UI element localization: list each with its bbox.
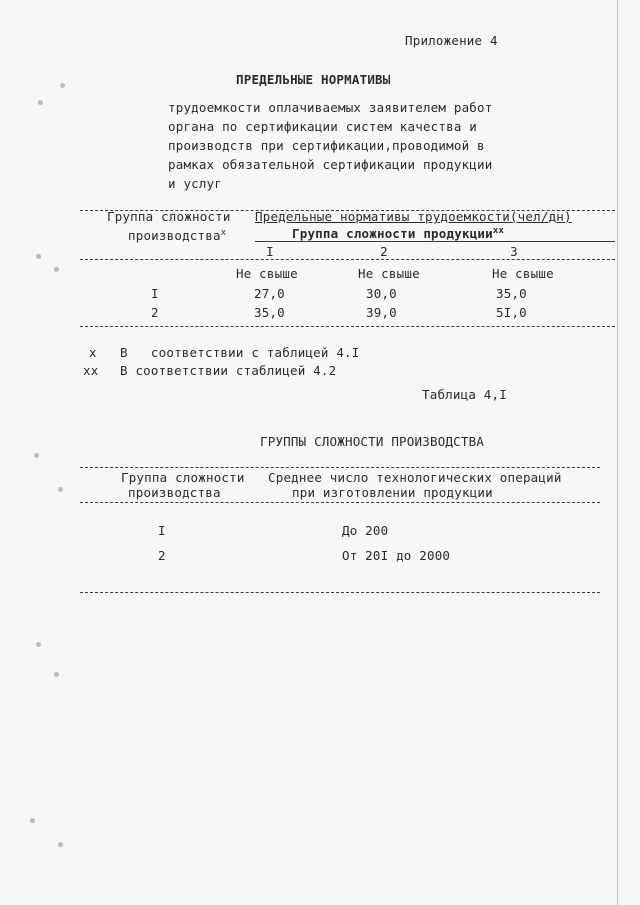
scan-mark bbox=[58, 487, 63, 492]
footnote-mark: x bbox=[220, 227, 227, 238]
scan-mark bbox=[58, 842, 63, 847]
footnote-text: В соответствии с таблицей 4.I bbox=[120, 345, 360, 360]
scan-mark bbox=[54, 267, 59, 272]
col-header-group: Группа сложности bbox=[107, 209, 231, 224]
col-note: Не свыше bbox=[236, 266, 298, 281]
document-title: ПРЕДЕЛЬНЫЕ НОРМАТИВЫ bbox=[236, 72, 391, 87]
col-header-operations: при изготовлении продукции bbox=[292, 485, 493, 500]
scan-mark bbox=[38, 100, 43, 105]
col-header-group-line2: производства bbox=[128, 228, 221, 243]
footnote-mark: xx bbox=[83, 363, 99, 378]
scan-mark bbox=[60, 83, 65, 88]
table-row-group: 2 bbox=[151, 305, 159, 320]
product-group-label: Группа сложности продукции bbox=[292, 226, 493, 241]
col-header-norms: Предельные нормативы трудоемкости(чел/дн) bbox=[255, 209, 572, 224]
col-note: Не свыше bbox=[492, 266, 554, 281]
table-top-rule bbox=[80, 467, 600, 468]
table-cell: До 200 bbox=[342, 523, 389, 538]
table-cell: 27,0 bbox=[254, 286, 285, 301]
table-cell: 35,0 bbox=[254, 305, 285, 320]
table-row-group: I bbox=[158, 523, 166, 538]
page-edge bbox=[617, 0, 618, 905]
col-number: I bbox=[266, 244, 274, 259]
appendix-label: Приложение 4 bbox=[405, 33, 498, 48]
scan-mark bbox=[30, 818, 35, 823]
table-bottom-rule bbox=[80, 592, 600, 593]
table-row-group: I bbox=[151, 286, 159, 301]
table2-title: ГРУППЫ СЛОЖНОСТИ ПРОИЗВОДСТВА bbox=[260, 434, 485, 449]
scan-mark bbox=[36, 254, 41, 259]
col-header-operations: Среднее число технологических операций bbox=[268, 470, 562, 485]
table-cell: 35,0 bbox=[496, 286, 527, 301]
table-header-rule bbox=[80, 259, 615, 260]
table-bottom-rule bbox=[80, 326, 615, 327]
footnote-mark: xx bbox=[492, 225, 505, 236]
intro-line: и услуг bbox=[168, 176, 223, 191]
intro-line: рамках обязательной сертификации продукции bbox=[168, 157, 493, 172]
intro-line: трудоемкости оплачиваемых заявителем работ bbox=[168, 100, 493, 115]
footnote-text: В соответствии стаблицей 4.2 bbox=[120, 363, 337, 378]
scan-mark bbox=[36, 642, 41, 647]
intro-line: производств при сертификации,проводимой в bbox=[168, 138, 485, 153]
col-header-group bbox=[128, 228, 226, 243]
table-row-group: 2 bbox=[158, 548, 166, 563]
col-note: Не свыше bbox=[358, 266, 420, 281]
table-cell: 5I,0 bbox=[496, 305, 527, 320]
header-rule bbox=[255, 241, 615, 242]
scan-mark bbox=[34, 453, 39, 458]
table-reference: Таблица 4,I bbox=[422, 387, 507, 402]
intro-line: органа по сертификации систем качества и bbox=[168, 119, 478, 134]
table-cell: 39,0 bbox=[366, 305, 397, 320]
table-cell: 30,0 bbox=[366, 286, 397, 301]
scan-mark bbox=[54, 672, 59, 677]
col-number: 3 bbox=[510, 244, 518, 259]
footnote-mark: x bbox=[89, 345, 97, 360]
col-header-group: Группа сложности bbox=[121, 470, 245, 485]
col-header-group: производства bbox=[128, 485, 221, 500]
col-header-product-group bbox=[292, 226, 504, 241]
table-cell: От 20I до 2000 bbox=[342, 548, 451, 563]
table-header-rule bbox=[80, 502, 600, 503]
col-number: 2 bbox=[380, 244, 388, 259]
